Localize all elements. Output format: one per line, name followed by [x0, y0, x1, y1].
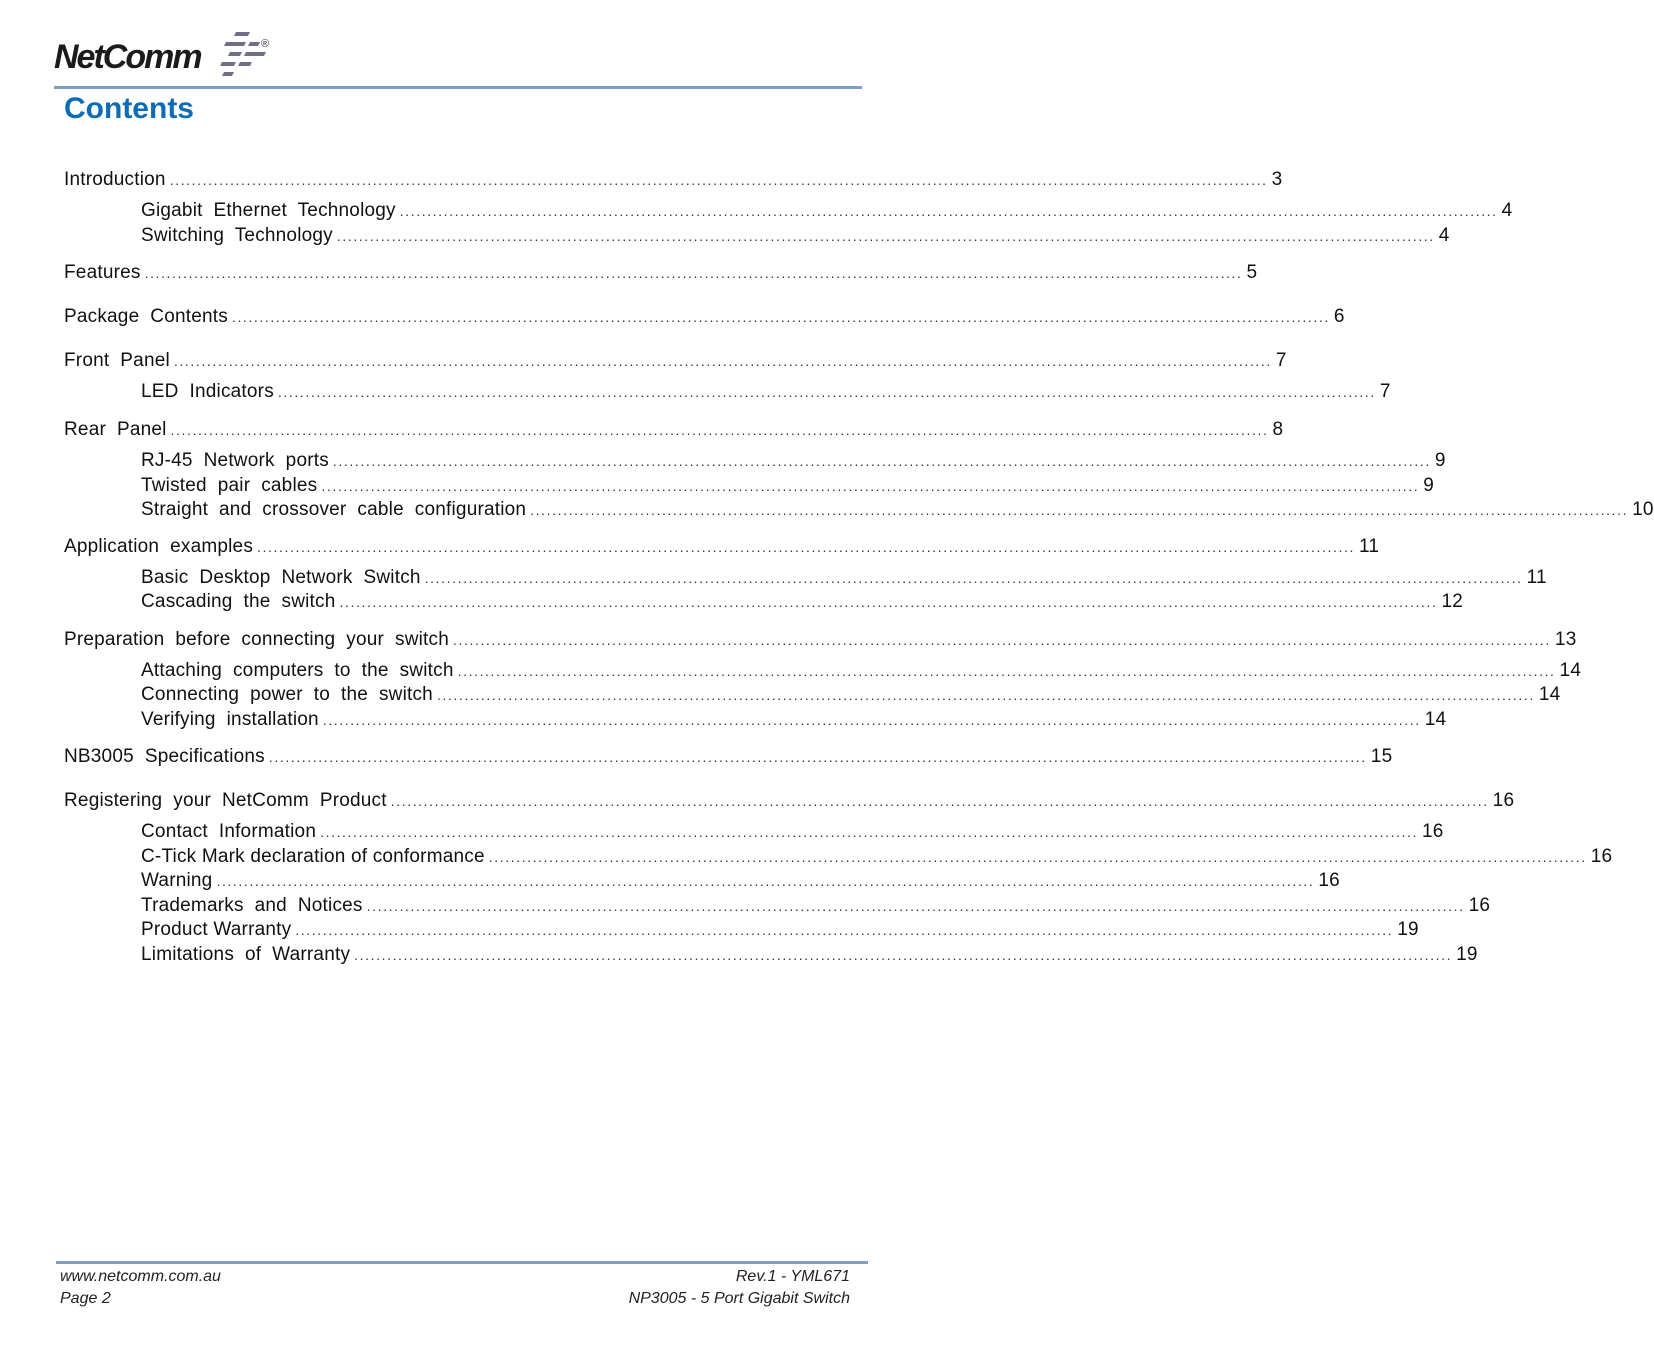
- toc-entry: [64, 305, 1345, 329]
- toc-leader-dots: ........................................................................................................................................................................................................: [399, 203, 1498, 219]
- toc-page-number: 19: [1397, 919, 1419, 940]
- toc-entry-label: Application examples: [64, 536, 254, 557]
- toc-entry-label: RJ-45 Network ports: [141, 450, 329, 471]
- toc-entry-label: Verifying installation: [141, 709, 319, 730]
- toc-leader-dots: ........................................................................................................................................................................................................: [169, 172, 1268, 188]
- toc-subentry: [141, 820, 1444, 844]
- toc-entry-label: Contact Information: [141, 821, 317, 842]
- toc-leader-dots: ........................................................................................................................................................................................................: [257, 539, 1355, 555]
- toc-subentry: [141, 474, 1435, 498]
- toc-page-number: 9: [1434, 450, 1446, 471]
- toc-subentry: [141, 590, 1463, 614]
- page-title: Contents: [64, 92, 194, 125]
- toc-entry-label: Package Contents: [64, 306, 228, 327]
- toc-page-number: 4: [1438, 225, 1450, 246]
- toc-leader-dots: ........................................................................................................................................................................................................: [530, 502, 1629, 518]
- toc-page-number: 14: [1424, 709, 1447, 730]
- toc-entry-label: Product Warranty: [141, 919, 292, 940]
- toc-subentry: [141, 380, 1391, 404]
- registered-mark: ®: [261, 38, 270, 50]
- toc-page-number: 14: [1559, 660, 1582, 681]
- toc-leader-dots: ........................................................................................................................................................................................................: [322, 712, 1421, 728]
- toc-leader-dots: ........................................................................................................................................................................................................: [436, 687, 1535, 703]
- toc-entry-label: Attaching computers to the switch: [141, 660, 454, 681]
- toc-entry: [64, 789, 1515, 813]
- toc-leader-dots: ........................................................................................................................................................................................................: [457, 663, 1556, 679]
- toc-leader-dots: ........................................................................................................................................................................................................: [231, 309, 1330, 325]
- toc-page-number: 5: [1246, 262, 1258, 283]
- toc-leader-dots: ........................................................................................................................................................................................................: [354, 947, 1453, 963]
- toc-leader-dots: ........................................................................................................................................................................................................: [390, 793, 1489, 809]
- toc-entry-label: Limitations of Warranty: [141, 944, 351, 965]
- toc-leader-dots: ........................................................................................................................................................................................................: [424, 570, 1523, 586]
- toc-leader-dots: ........................................................................................................................................................................................................: [321, 478, 1420, 494]
- toc-entry-label: NB3005 Specifications: [64, 746, 265, 767]
- toc-entry-label: Straight and crossover cable configuration: [141, 499, 527, 520]
- toc-subentry: [141, 894, 1491, 918]
- footer-right: [629, 1266, 850, 1310]
- toc-leader-dots: ........................................................................................................................................................................................................: [268, 749, 1367, 765]
- toc-entry-label: Connecting power to the switch: [141, 684, 433, 705]
- toc-page-number: 16: [1422, 821, 1444, 842]
- toc-page-number: 16: [1590, 846, 1613, 867]
- toc-leader-dots: ........................................................................................................................................................................................................: [173, 353, 1272, 369]
- toc-page-number: 12: [1441, 591, 1463, 612]
- toc-page-number: 16: [1492, 790, 1515, 811]
- toc-subentry: [141, 943, 1478, 967]
- toc-leader-dots: ........................................................................................................................................................................................................: [366, 898, 1465, 914]
- toc-page-number: 11: [1358, 536, 1380, 557]
- toc-entry-label: Twisted pair cables: [141, 475, 318, 496]
- footer-revision: Rev.1 - YML671: [735, 1268, 850, 1285]
- footer-website: www.netcomm.com.au: [60, 1268, 221, 1285]
- toc-leader-dots: ........................................................................................................................................................................................................: [332, 453, 1431, 469]
- toc-entry-label: Warning: [141, 870, 213, 891]
- toc-entry: [64, 261, 1258, 285]
- toc-leader-dots: ........................................................................................................................................................................................................: [320, 824, 1419, 840]
- toc-entry-label: Features: [64, 262, 141, 283]
- toc-page-number: 4: [1501, 200, 1513, 221]
- toc-page-number: 9: [1423, 475, 1435, 496]
- toc-entry-label: Preparation before connecting your switch: [64, 629, 449, 650]
- header-rule: [54, 86, 862, 89]
- toc-page-number: 14: [1538, 684, 1561, 705]
- toc-entry-label: Switching Technology: [141, 225, 333, 246]
- toc-page-number: 15: [1370, 746, 1393, 767]
- toc-subentry: [141, 449, 1446, 473]
- toc-entry: [64, 628, 1577, 652]
- toc-entry: [64, 418, 1284, 442]
- toc-leader-dots: ........................................................................................................................................................................................................: [144, 265, 1243, 281]
- toc-entry-label: Trademarks and Notices: [141, 895, 363, 916]
- toc-page-number: 10: [1632, 499, 1654, 520]
- toc-entry-label: Cascading the switch: [141, 591, 336, 612]
- toc-subentry: [141, 566, 1547, 590]
- toc-leader-dots: ........................................................................................................................................................................................................: [336, 228, 1435, 244]
- toc-subentry: [141, 224, 1450, 248]
- toc-subentry: [141, 659, 1582, 683]
- toc-subentry: [141, 918, 1419, 942]
- toc-page-number: 13: [1554, 629, 1577, 650]
- toc-entry-label: C-Tick Mark declaration of conformance: [141, 846, 485, 867]
- toc-leader-dots: ........................................................................................................................................................................................................: [170, 422, 1269, 438]
- toc-leader-dots: ........................................................................................................................................................................................................: [488, 849, 1587, 865]
- toc-page-number: 19: [1456, 944, 1478, 965]
- toc-page-number: 16: [1318, 870, 1340, 891]
- logo-wordmark: NetComm: [54, 38, 201, 76]
- toc-leader-dots: ........................................................................................................................................................................................................: [452, 632, 1551, 648]
- toc-page-number: 11: [1526, 567, 1547, 588]
- toc-entry: [64, 349, 1287, 373]
- toc-page-number: 7: [1379, 381, 1391, 402]
- toc-entry-label: Basic Desktop Network Switch: [141, 567, 421, 588]
- footer-left: [60, 1266, 221, 1310]
- toc-entry: [64, 745, 1393, 769]
- toc-entry-label: Introduction: [64, 169, 166, 190]
- footer-rule: [56, 1261, 868, 1264]
- toc-entry: [64, 168, 1283, 192]
- toc-subentry: [141, 199, 1513, 223]
- toc-page-number: 6: [1333, 306, 1345, 327]
- toc-leader-dots: ........................................................................................................................................................................................................: [339, 594, 1438, 610]
- footer-product: NP3005 - 5 Port Gigabit Switch: [628, 1290, 850, 1307]
- toc-page-number: 16: [1468, 895, 1491, 916]
- toc-entry-label: LED Indicators: [141, 381, 274, 402]
- toc-entry: [64, 535, 1380, 559]
- toc-page-number: 3: [1271, 169, 1283, 190]
- toc-subentry: [141, 683, 1561, 707]
- toc-entry-label: Rear Panel: [64, 419, 167, 440]
- netcomm-logo: [54, 28, 274, 84]
- toc-subentry: [141, 708, 1447, 732]
- toc-leader-dots: ........................................................................................................................................................................................................: [277, 384, 1376, 400]
- toc-entry-label: Front Panel: [64, 350, 170, 371]
- toc-page-number: 8: [1272, 419, 1284, 440]
- toc-subentry: [141, 498, 1654, 522]
- toc-page-number: 7: [1275, 350, 1287, 371]
- toc-leader-dots: ........................................................................................................................................................................................................: [216, 873, 1315, 889]
- toc-subentry: [141, 869, 1340, 893]
- toc-leader-dots: ........................................................................................................................................................................................................: [295, 922, 1394, 938]
- footer-page-number: Page 2: [60, 1290, 111, 1307]
- toc-subentry: [141, 845, 1613, 869]
- toc-entry-label: Registering your NetComm Product: [64, 790, 387, 811]
- toc-entry-label: Gigabit Ethernet Technology: [141, 200, 396, 221]
